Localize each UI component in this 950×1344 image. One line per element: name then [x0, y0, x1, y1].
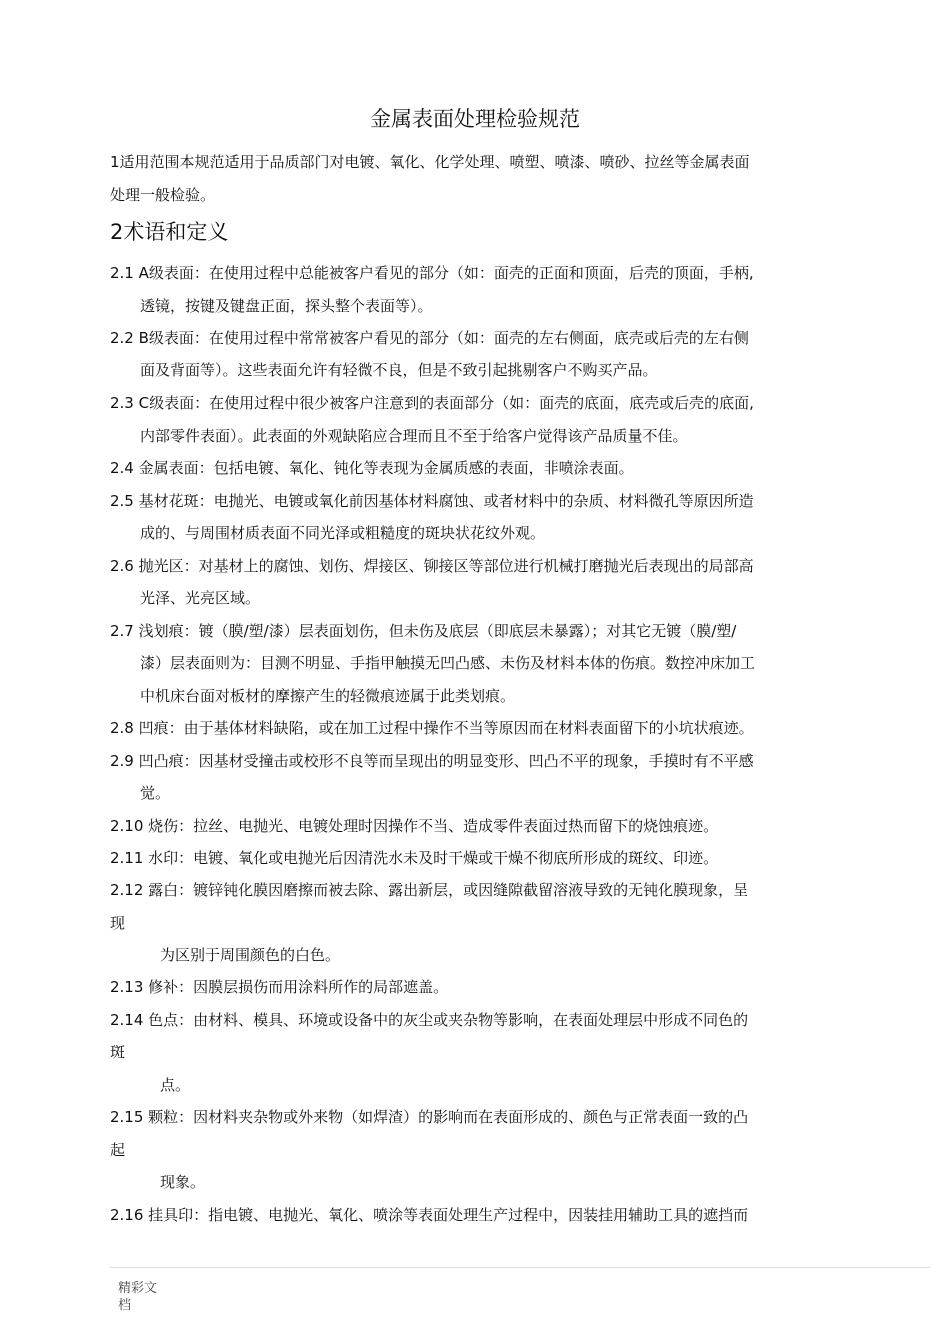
item-2-15-line-1: 2.15 颗粒：因材料夹杂物或外来物（如焊渣）的影响而在表面形成的、颜色与正常表面一致的凸 — [110, 1108, 749, 1126]
footer-text — [118, 1280, 157, 1314]
item-2-12-line-1b: 现 — [110, 914, 126, 932]
item-2-11-line-1: 2.11 水印：电镀、氧化或电抛光后因清洗水未及时干燥或干燥不彻底所形成的斑纹、印迹。 — [110, 849, 719, 867]
item-2-1-line-2: 透镜，按键及键盘正面，探头整个表面等）。 — [140, 297, 433, 315]
item-2-14-line-1b: 斑 — [110, 1043, 126, 1061]
item-2-15-line-1b: 起 — [110, 1141, 126, 1159]
footer-divider — [110, 1267, 930, 1268]
item-2-7-line-2: 漆）层表面则为：目测不明显、手指甲触摸无凹凸感、未伤及材料本体的伤痕。数控冲床加工 — [140, 654, 756, 672]
item-2-15-line-2: 现象。 — [160, 1173, 206, 1191]
item-2-8-line-1: 2.8 凹痕：由于基体材料缺陷，或在加工过程中操作不当等原因而在材料表面留下的小坑状痕迹。 — [110, 719, 754, 737]
page-title: 金属表面处理检验规范 — [370, 107, 580, 131]
item-2-9-line-2: 觉。 — [140, 784, 171, 802]
item-2-6-line-2: 光泽、光亮区域。 — [140, 589, 261, 607]
item-2-7-line-3: 中机床台面对板材的摩擦产生的轻微痕迹属于此类划痕。 — [140, 687, 516, 705]
item-2-12-line-1: 2.12 露白：镀锌钝化膜因磨擦而被去除、露出新层，或因缝隙截留溶液导致的无钝化膜现象，呈 — [110, 881, 749, 899]
item-2-1-line-1: 2.1 A级表面：在使用过程中总能被客户看见的部分（如：面壳的正面和顶面，后壳的顶面，手柄, — [110, 264, 754, 282]
scope-line-1: 1适用范围本规范适用于品质部门对电镀、氧化、化学处理、喷塑、喷漆、喷砂、拉丝等金属表面 — [110, 153, 750, 171]
item-2-3-line-2: 内部零件表面）。此表面的外观缺陷应合理而且不至于给客户觉得该产品质量不佳。 — [140, 427, 688, 445]
item-2-2-line-2: 面及背面等）。这些表面允许有轻微不良，但是不致引起挑剔客户不购买产品。 — [140, 361, 658, 379]
item-2-10-line-1: 2.10 烧伤：拉丝、电抛光、电镀处理时因操作不当、造成零件表面过热而留下的烧蚀痕迹。 — [110, 817, 719, 835]
item-2-5-line-2: 成的、与周围材质表面不同光泽或粗糙度的斑块状花纹外观。 — [140, 524, 546, 542]
item-2-7-line-1: 2.7 浅划痕：镀（膜/塑/漆）层表面划伤，但未伤及底层（即底层未暴露）；对其它无镀（膜/塑/ — [110, 622, 737, 640]
footer-line-2: 档 — [118, 1298, 132, 1313]
footer-line-1: 精彩文 — [118, 1281, 158, 1296]
item-2-3-line-1: 2.3 C级表面：在使用过程中很少被客户注意到的表面部分（如：面壳的底面，底壳或后壳的底面, — [110, 394, 754, 412]
item-2-16-line-1: 2.16 挂具印：指电镀、电抛光、氧化、喷涂等表面处理生产过程中，因装挂用辅助工具的遮挡而 — [110, 1206, 749, 1224]
scope-line-2: 处理一般检验。 — [110, 186, 216, 204]
item-2-12-line-2: 为区别于周围颜色的白色。 — [160, 946, 341, 964]
item-2-9-line-1: 2.9 凹凸痕：因基材受撞击或校形不良等而呈现出的明显变形、凹凸不平的现象，手摸时有不平感 — [110, 752, 754, 770]
section-2-heading: 2术语和定义 — [110, 220, 229, 244]
item-2-14-line-1: 2.14 色点：由材料、模具、环境或设备中的灰尘或夹杂物等影响，在表面处理层中形成不同色的 — [110, 1011, 749, 1029]
item-2-2-line-1: 2.2 B级表面：在使用过程中常常被客户看见的部分（如：面壳的左右侧面，底壳或后壳的左右侧 — [110, 329, 749, 347]
item-2-14-line-2: 点。 — [160, 1076, 191, 1094]
item-2-4-line-1: 2.4 金属表面：包括电镀、氧化、钝化等表现为金属质感的表面，非喷涂表面。 — [110, 459, 634, 477]
item-2-13-line-1: 2.13 修补：因膜层损伤而用涂料所作的局部遮盖。 — [110, 978, 449, 996]
item-2-5-line-1: 2.5 基材花斑：电抛光、电镀或氧化前因基体材料腐蚀、或者材料中的杂质、材料微孔等原因所造 — [110, 492, 754, 510]
item-2-6-line-1: 2.6 抛光区：对基材上的腐蚀、划伤、焊接区、铆接区等部位进行机械打磨抛光后表现出的局部高 — [110, 557, 754, 575]
